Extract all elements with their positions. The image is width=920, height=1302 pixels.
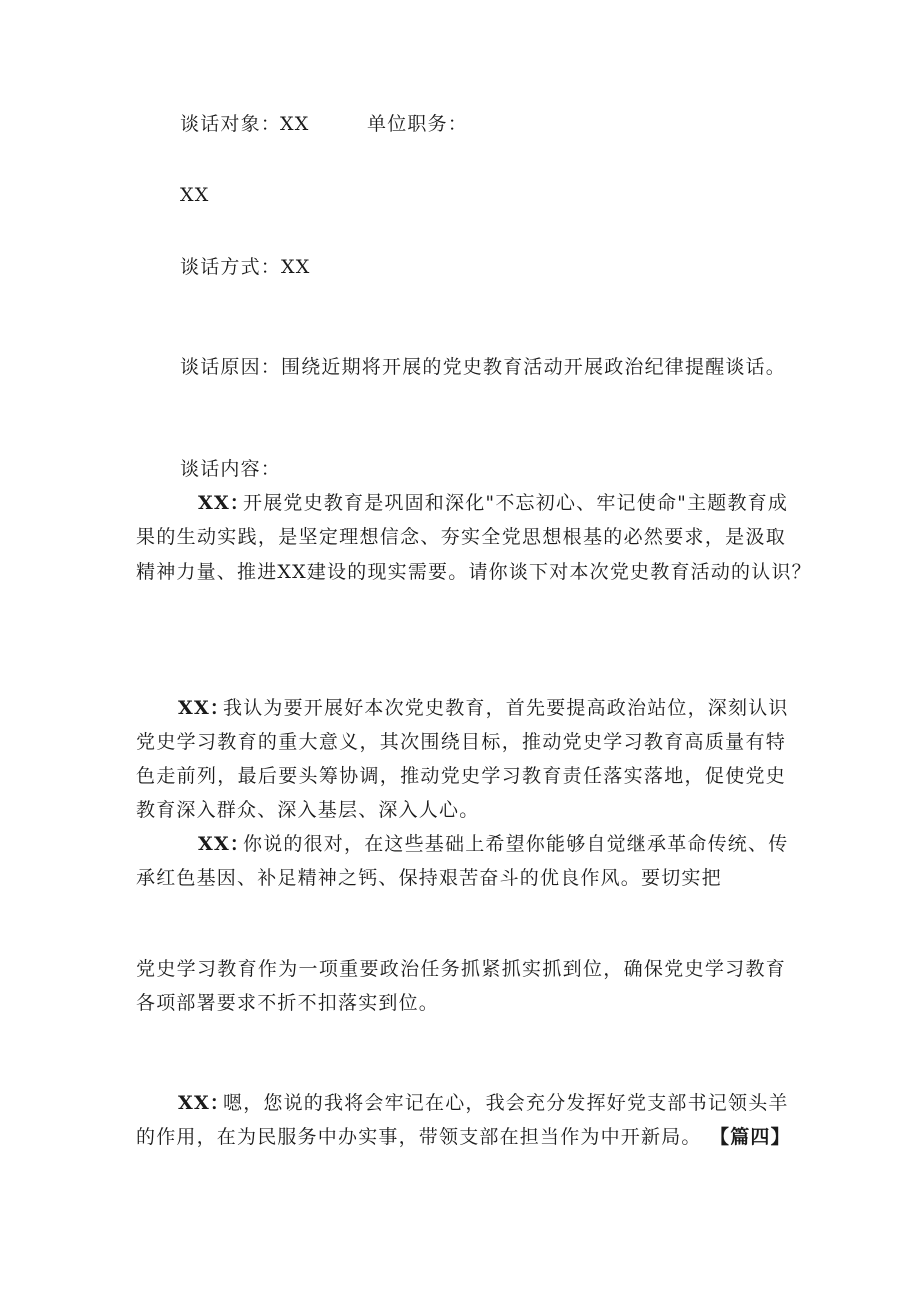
p5-line: 的作用，在为民服务中办实事，带领支部在担当作为中开新局。: [136, 1126, 702, 1148]
p4-line: 各项部署要求不折不扣落实到位。: [136, 992, 440, 1014]
talk-method: 谈话方式：XX: [180, 256, 311, 278]
p2-line: 党史学习教育的重大意义，其次围绕目标，推动党史学习教育高质量有特: [136, 731, 786, 753]
position-label: 单位职务：: [367, 113, 469, 135]
p3-speaker: XX：: [198, 833, 251, 855]
p5-speaker: XX：: [178, 1092, 231, 1114]
interviewee-value: XX: [280, 113, 310, 135]
p4-line: 党史学习教育作为一项重要政治任务抓紧抓实抓到位，确保党史学习教育: [136, 958, 786, 980]
section-tag: 【篇四】: [710, 1126, 791, 1148]
p3-line: 你说的很对，在这些基础上希望你能够自觉继承革命传统、传: [243, 833, 789, 855]
content-label: 谈话内容：: [180, 458, 282, 480]
p2-line: 色走前列，最后要头筹协调，推动党史学习教育责任落实落地，促使党史: [136, 765, 786, 787]
p1-line: 精神力量、推进XX建设的现实需要。请你谈下对本次党史教育活动的认识？: [136, 561, 812, 583]
position-value: XX: [180, 184, 210, 206]
interviewee-label: 谈话对象：: [180, 113, 282, 135]
talk-reason: 谈话原因：围绕近期将开展的党史教育活动开展政治纪律提醒谈话。: [180, 356, 787, 378]
p1-line: 果的生动实践，是坚定理想信念、夯实全党思想根基的必然要求，是汲取: [136, 526, 786, 548]
p2-line: 教育深入群众、深入基层、深入人心。: [136, 799, 480, 821]
p3-line: 承红色基因、补足精神之钙、保持艰苦奋斗的优良作风。要切实把: [136, 867, 722, 889]
p2-line: 我认为要开展好本次党史教育，首先要提高政治站位，深刻认识: [223, 697, 789, 719]
p5-line: 嗯，您说的我将会牢记在心，我会充分发挥好党支部书记领头羊: [223, 1092, 789, 1114]
p1-speaker: XX：: [198, 492, 251, 514]
p1-line: 开展党史教育是巩固和深化"不忘初心、牢记使命"主题教育成: [243, 492, 789, 514]
p2-speaker: XX：: [178, 697, 231, 719]
